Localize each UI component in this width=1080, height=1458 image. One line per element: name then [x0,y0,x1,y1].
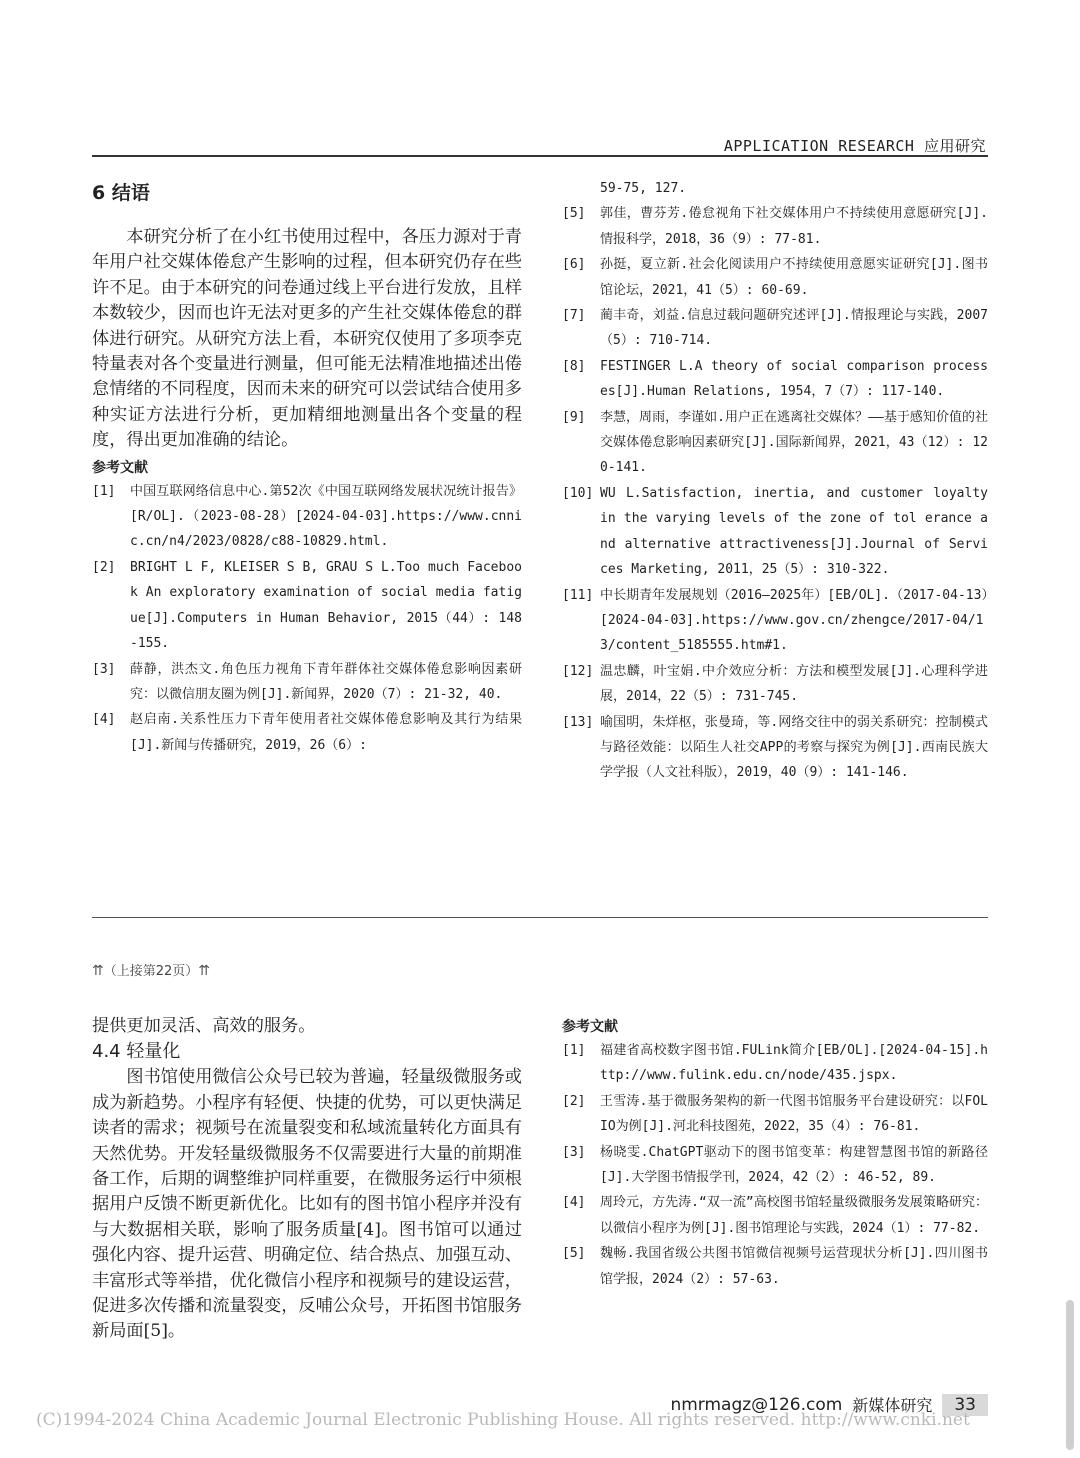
conclusion-paragraph: 本研究分析了在小红书使用过程中，各压力源对于青年用户社交媒体倦怠产生影响的过程，但本研究仍存在些许不足。由于本研究的问卷通过线上平台进行发放，且样本数较少，因而也许无法对更多的产生社交媒体倦怠的群体进行研究。从研究方法上看，本研究仅使用了多项李克特量表对各个变量进行测量，但可能无法精准地描述出倦怠情绪的不同程度，因而未来的研究可以尝试结合使用多种实证方法进行分析，更加精细地测量出各个变量的程度，得出更加准确的结论。 [92,227,522,451]
reference-item: [12] 温忠麟，叶宝娟.中介效应分析：方法和模型发展[J].心理科学进展，2014，22（5）: 731-745. [562,663,988,705]
reference-item: [1] 福建省高校数字图书馆.FULink简介[EB/OL].[2024-04-15].http://www.fulink.edu.cn/node/435.jspx. [562,1043,988,1084]
page-number: 33 [942,1394,988,1416]
reference-item: [9] 李慧，周雨，李谨如.用户正在逃离社交媒体？——基于感知价值的社交媒体倦怠影响因素研究[J].国际新闻界，2021，43（12）: 120-141. [562,409,988,476]
copyright-watermark: (C)1994-2024 China Academic Journal Electronic Publishing House. All rights reserved. http://www.cnki.net [36,1410,970,1430]
top-left-column [92,178,522,758]
bottom-right-column [562,1016,988,1292]
scrollbar[interactable] [1066,1300,1074,1450]
reference-item: [7] 蔺丰奇，刘益.信息过载问题研究述评[J].情报理论与实践，2007（5）: 710-714. [562,308,988,349]
reference-continuation: 59-75, 127. [600,181,687,196]
reference-item: [8] FESTINGER L.A theory of social comparison processes[J].Human Relations, 1954，7（7）: 117-140. [562,358,988,400]
journal-name: 新媒体研究 [852,1396,933,1415]
double-up-arrow-icon: ⇈ [198,963,211,979]
reference-item: [2] BRIGHT L F, KLEISER S B, GRAU S L.Too much Facebook An exploratory examination of social media fatigue[J].Computers in Human Behavior, 2015（44）: 148-155. [92,559,522,652]
reference-item: [13] 喻国明，朱烊枢，张曼琦，等.网络交往中的弱关系研究：控制模式与路径效能：以陌生人社交APP的考察与探究为例[J].西南民族大学学报（人文社科版），2019，40（9）: 141-146. [562,714,988,781]
running-header: APPLICATION RESEARCH 应用研究 [723,137,986,155]
reference-item: [3] 薛静，洪杰文.角色压力视角下青年群体社交媒体倦怠影响因素研究：以微信朋友圈为例[J].新闻界，2020（7）: 21-32, 40. [92,661,522,702]
continuation-marker: ⇈（上接第22页）⇈ [92,963,211,979]
reference-item: [4] 赵启南.关系性压力下青年使用者社交媒体倦怠影响及其行为结果[J].新闻与传播研究，2019，26（6）: [92,712,522,753]
bottom-left-column [92,1014,522,1345]
article-separator [92,917,988,918]
reference-item: [11] 中长期青年发展规划（2016—2025年）[EB/OL].（2017-04-13）[2024-04-03].https://www.gov.cn/zhengce/2017-04/13/content_5185555.htm#1. [562,587,988,654]
references-title: 参考文献 [562,1019,618,1035]
reference-item: [6] 孙挺，夏立新.社会化阅读用户不持续使用意愿实证研究[J].图书馆论坛，2021，41（5）: 60-69. [562,257,988,298]
reference-item: [5] 魏畅.我国省级公共图书馆微信视频号运营现状分析[J].四川图书馆学报，2024（2）: 57-63. [562,1246,988,1287]
reference-item: [5] 郭佳，曹芬芳.倦怠视角下社交媒体用户不持续使用意愿研究[J].情报科学，2018，36（9）: 77-81. [562,206,988,247]
reference-item: [1] 中国互联网络信息中心.第52次《中国互联网络发展状况统计报告》[R/OL].（2023-08-28）[2024-04-03].https://www.cnnic.cn/n4/2023/0828/c88-10829.html. [92,483,522,550]
section-title-lightweight: 4.4 轻量化 [92,1041,181,1063]
section-title-conclusion: 6 结语 [92,182,150,204]
references-list-top-left [92,479,522,758]
reference-item: [10] WU L.Satisfaction, inertia, and customer loyalty in the varying levels of the zone of tol erance and alternative attractiveness[J].Journal of Services Marketing, 2011，25（5）: 310-322. [562,485,988,578]
reference-item: [4] 周玲元，方先涛.“双一流”高校图书馆轻量级微服务发展策略研究：以微信小程序为例[J].图书馆理论与实践，2024（1）: 77-82. [562,1195,988,1236]
lightweight-paragraph: 图书馆使用微信公众号已较为普遍，轻量级微服务或成为新趋势。小程序有轻便、快捷的优势，可以更快满足读者的需求；视频号在流量裂变和私域流量转化方面具有天然优势。开发轻量级微服务不仅需要进行大量的前期准备工作，后期的调整维护同样重要，在微服务运行中须根据用户反馈不断更新优化。比如有的图书馆小程序并没有与大数据相关联，影响了服务质量[4]。图书馆可以通过强化内容、提升运营、明确定位、结合热点、加强互动、丰富形式等举措，优化微信小程序和视频号的建设运营，促进多次传播和流量裂变，反哺公众号，开拓图书馆服务新局面[5]。 [92,1067,522,1342]
journal-email: nmrmagz@126.com [670,1394,843,1415]
double-up-arrow-icon: ⇈ [92,963,104,979]
top-right-column [562,176,988,786]
reference-item: [3] 杨晓雯.ChatGPT驱动下的图书馆变革：构建智慧图书馆的新路径[J].大学图书情报学刊，2024，42（2）: 46-52, 89. [562,1144,988,1186]
references-title: 参考文献 [92,459,148,476]
paragraph-continuation: 提供更加灵活、高效的服务。 [92,1016,316,1036]
header-rule [92,155,988,157]
reference-item: [2] 王雪涛.基于微服务架构的新一代图书馆服务平台建设研究：以FOLIO为例[J].河北科技图苑，2022，35（4）: 76-81. [562,1093,988,1135]
